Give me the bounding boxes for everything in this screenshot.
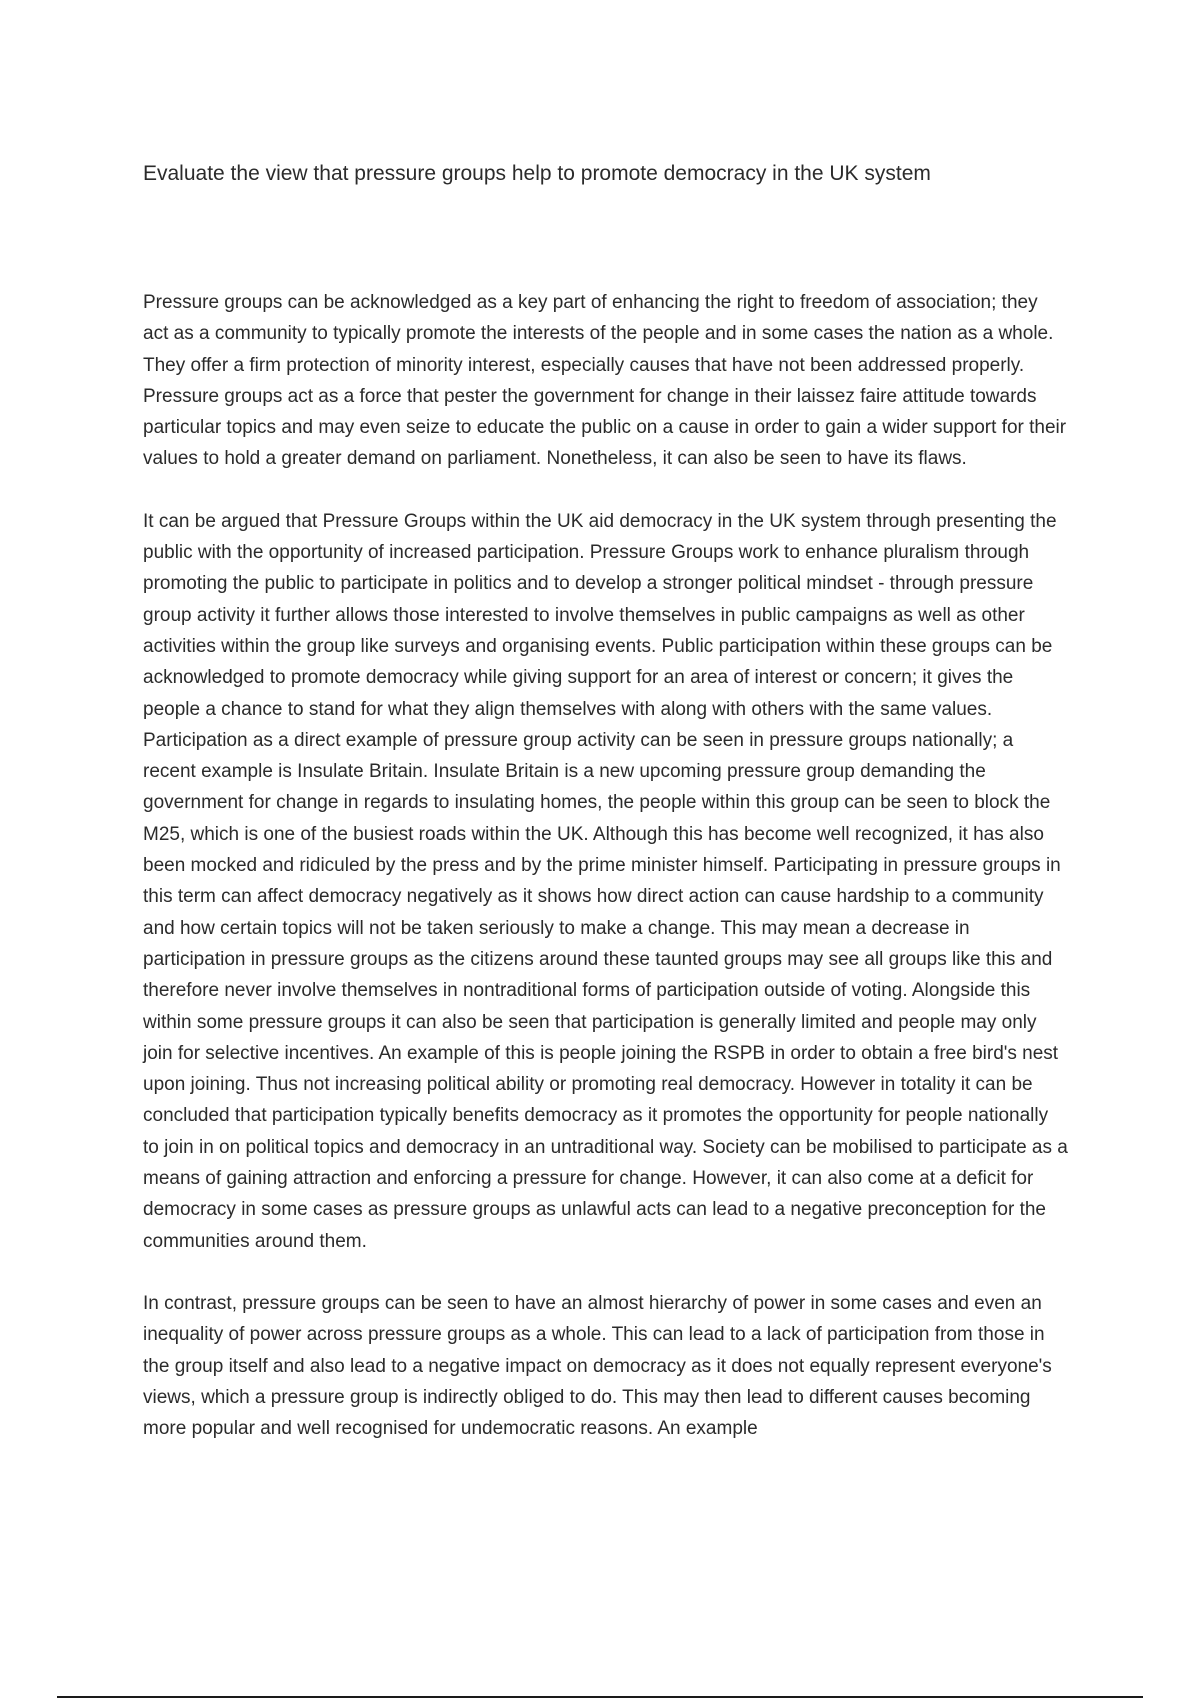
footer-divider (57, 1696, 1143, 1698)
paragraph-inequality: In contrast, pressure groups can be seen to have an almost hierarchy of power in some cases and even an inequality of power across pressure groups as a whole. This can lead to a lack of participation from those in the group itself and also lead to a negative impact on democracy as it does not equally represent everyone's views, which a pressure group is indirectly obliged to do. This may then lead to different causes becoming more popular and well recognised for undemocratic reasons. An example (143, 1292, 1052, 1440)
paragraph-introduction: Pressure groups can be acknowledged as a key part of enhancing the right to freedom of association; they act as a community to typically promote the interests of the people and in some cases the nation as a whole. They offer a firm protection of minority interest, especially causes that have not been addressed properly. Pressure groups act as a force that pester the government for change in their laissez faire attitude towards particular topics and may even seize to educate the public on a cause in order to gain a wider support for their values to hold a greater demand on parliament. Nonetheless, it can also be seen to have its flaws. (143, 292, 1067, 470)
paragraph-participation: It can be argued that Pressure Groups within the UK aid democracy in the UK system through presenting the public with the opportunity of increased participation. Pressure Groups work to enhance pluralism through promoting the public to participate in politics and to develop a stronger political mindset - through pressure group activity it further allows those interested to involve themselves in public campaigns as well as other activities within the group like surveys and organising events. Public participation within these groups can be acknowledged to promote democracy while giving support for an area of interest or concern; it gives the people a chance to stand for what they align themselves with along with others with the same values. Participation as a direct example of pressure group activity can be seen in pressure groups nationally; a recent example is Insulate Britain. Insulate Britain is a new upcoming pressure group demanding the government for change in regards to insulating homes, the people within this group can be seen to block the M25, which is one of the busiest roads within the UK. Although this has become well recognized, it has also been mocked and ridiculed by the press and by the prime minister himself. Participating in pressure groups in this term can affect democracy negatively as it shows how direct action can cause hardship to a community and how certain topics will not be taken seriously to make a change. This may mean a decrease in participation in pressure groups as the citizens around these taunted groups may see all groups like this and therefore never involve themselves in nontraditional forms of participation outside of voting. Alongside this within some pressure groups it can also be seen that participation is generally limited and people may only join for selective incentives. An example of this is people joining the RSPB in order to obtain a free bird's nest upon joining. Thus not increasing political ability or promoting real democracy. However in totality it can be concluded that participation typically benefits democracy as it promotes the opportunity for people nationally to join in on political topics and democracy in an untraditional way. Society can be mobilised to participate as a means of gaining attraction and enforcing a pressure for change. However, it can also come at a deficit for democracy in some cases as pressure groups as unlawful acts can lead to a negative preconception for the communities around them. (143, 510, 1068, 1252)
document-title: Evaluate the view that pressure groups help to promote democracy in the UK system (143, 162, 931, 185)
document-body (143, 287, 1068, 1475)
